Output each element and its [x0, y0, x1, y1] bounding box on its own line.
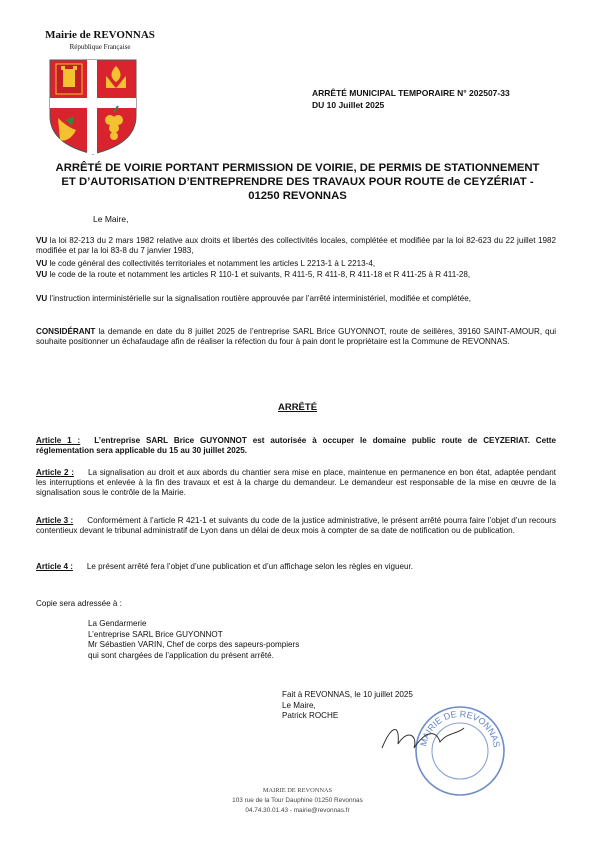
footer-address: 103 rue de la Tour Dauphine 01250 Revonnas [232, 797, 363, 804]
signature-name: Patrick ROCHE [282, 711, 339, 721]
vu-text: la loi 82-213 du 2 mars 1982 relative aux droits et libertés des collectivités locales, complétée et modifiée par la loi 82-623 du 22 juillet 1982 modifiée et par la loi 83-8 du 7 janvier 1983, [36, 236, 556, 255]
arrete-date: DU 10 Juillet 2025 [312, 100, 385, 110]
vu-paragraph [36, 270, 556, 280]
destinataires-list [88, 619, 299, 661]
footer-mairie: MAIRIE DE REVONNAS [262, 787, 333, 794]
title-line-1: ARRÊTÉ DE VOIRIE PORTANT PERMISSION DE VOIRIE, DE PERMIS DE STATIONNEMENT [55, 162, 540, 174]
signature-block [282, 690, 413, 722]
title-line-3: 01250 REVONNAS [248, 190, 347, 202]
vu-label: VU [36, 270, 48, 279]
vu-label: VU [36, 236, 48, 245]
article-label: Article 2 : [36, 468, 74, 477]
vu-text: le code général des collectivités territoriales et notamment les articles L 2213-1 à L 2213-4, [49, 259, 376, 268]
destinataire-item: Mr Sébastien VARIN, Chef de corps des sapeurs-pompiers [88, 640, 300, 650]
arrete-reference [312, 87, 510, 111]
republique-label: République Française [69, 43, 131, 51]
article-3 [36, 516, 556, 536]
copie-label: Copie sera adressée à : [36, 599, 122, 608]
vu-label: VU [36, 294, 48, 303]
vu-paragraph [36, 259, 556, 269]
vu-paragraph [36, 294, 556, 304]
arrete-heading: ARRÊTÉ [277, 402, 318, 413]
article-text: La signalisation au droit et aux abords du chantier sera mise en place, maintenue en permanence en bon état, adaptée pendant les interruptions et enlevée à la fin des travaux et est à la charge du demandeur. Le demandeur est responsable de la mise en œuvre de la signalisation sous le contrôle de la Mairie. [36, 468, 557, 497]
coat-of-arms-logo [48, 58, 138, 156]
article-label: Article 1 : [36, 436, 81, 445]
destinataire-item: L’entreprise SARL Brice GUYONNOT [88, 629, 223, 639]
signature-role: Le Maire, [282, 700, 316, 710]
vu-text: l’instruction interministérielle sur la signalisation routière approuvée par l’arrêté interministériel, modifiée et complétée, [49, 294, 472, 303]
article-label: Article 3 : [36, 516, 74, 525]
vu-text: le code de la route et notamment les articles R 110-1 et suivants, R 411-5, R 411-8, R 411-18 et R 411-25 à R 411-28, [49, 270, 471, 279]
considerant-paragraph [36, 327, 556, 347]
vu-paragraph [36, 236, 556, 256]
document-title [30, 161, 565, 203]
article-1 [36, 436, 556, 456]
article-2 [36, 468, 556, 498]
destinataire-item: qui sont chargées de l’application du présent arrêté. [88, 650, 274, 660]
handwritten-signature [378, 718, 468, 758]
article-text: L’entreprise SARL Brice GUYONNOT est autorisée à occuper le domaine public route de CEYZERIAT. Cette réglementation sera applicable du 15 au 30 juillet 2025. [36, 436, 556, 455]
vu-label: VU [36, 259, 48, 268]
footer-contact: 04.74.30.01.43 - mairie@revonnas.fr [245, 807, 350, 814]
destinataire-item: La Gendarmerie [88, 619, 147, 628]
mairie-name: Mairie de REVONNAS [45, 29, 155, 41]
signature-place-date: Fait à REVONNAS, le 10 juillet 2025 [282, 690, 413, 699]
article-text: Conformément à l’article R 421-1 et suivants du code de la justice administrative, le présent arrêté pourra faire l’objet d’un recours contentieux devant le tribunal administratif de Lyon dans un délai de deux mois à compter de sa date de notification ou de publication. [36, 516, 556, 535]
article-4 [36, 562, 556, 572]
article-text: Le présent arrêté fera l’objet d’une publication et d’un affichage selon les règles en vigueur. [86, 562, 413, 571]
stamp-text: MAIRIE DE REVONNAS [418, 708, 502, 749]
considerant-text: la demande en date du 8 juillet 2025 de l’entreprise SARL Brice GUYONNOT, route de seillères, 39160 SAINT-AMOUR, qui souhaite positionner un échafaudage afin de réaliser la réfection du four à pain dont le propriétaire est la Commune de REVONNAS. [36, 327, 556, 346]
title-line-2: ET D’AUTORISATION D’ENTREPRENDRE DES TRAVAUX POUR ROUTE de CEYZÉRIAT - [61, 176, 534, 188]
le-maire-heading: Le Maire, [93, 214, 129, 224]
article-label: Article 4 : [36, 562, 73, 571]
arrete-number: ARRÊTÉ MUNICIPAL TEMPORAIRE N° 202507-33 [312, 88, 510, 98]
considerant-label: CONSIDÉRANT [36, 327, 96, 336]
